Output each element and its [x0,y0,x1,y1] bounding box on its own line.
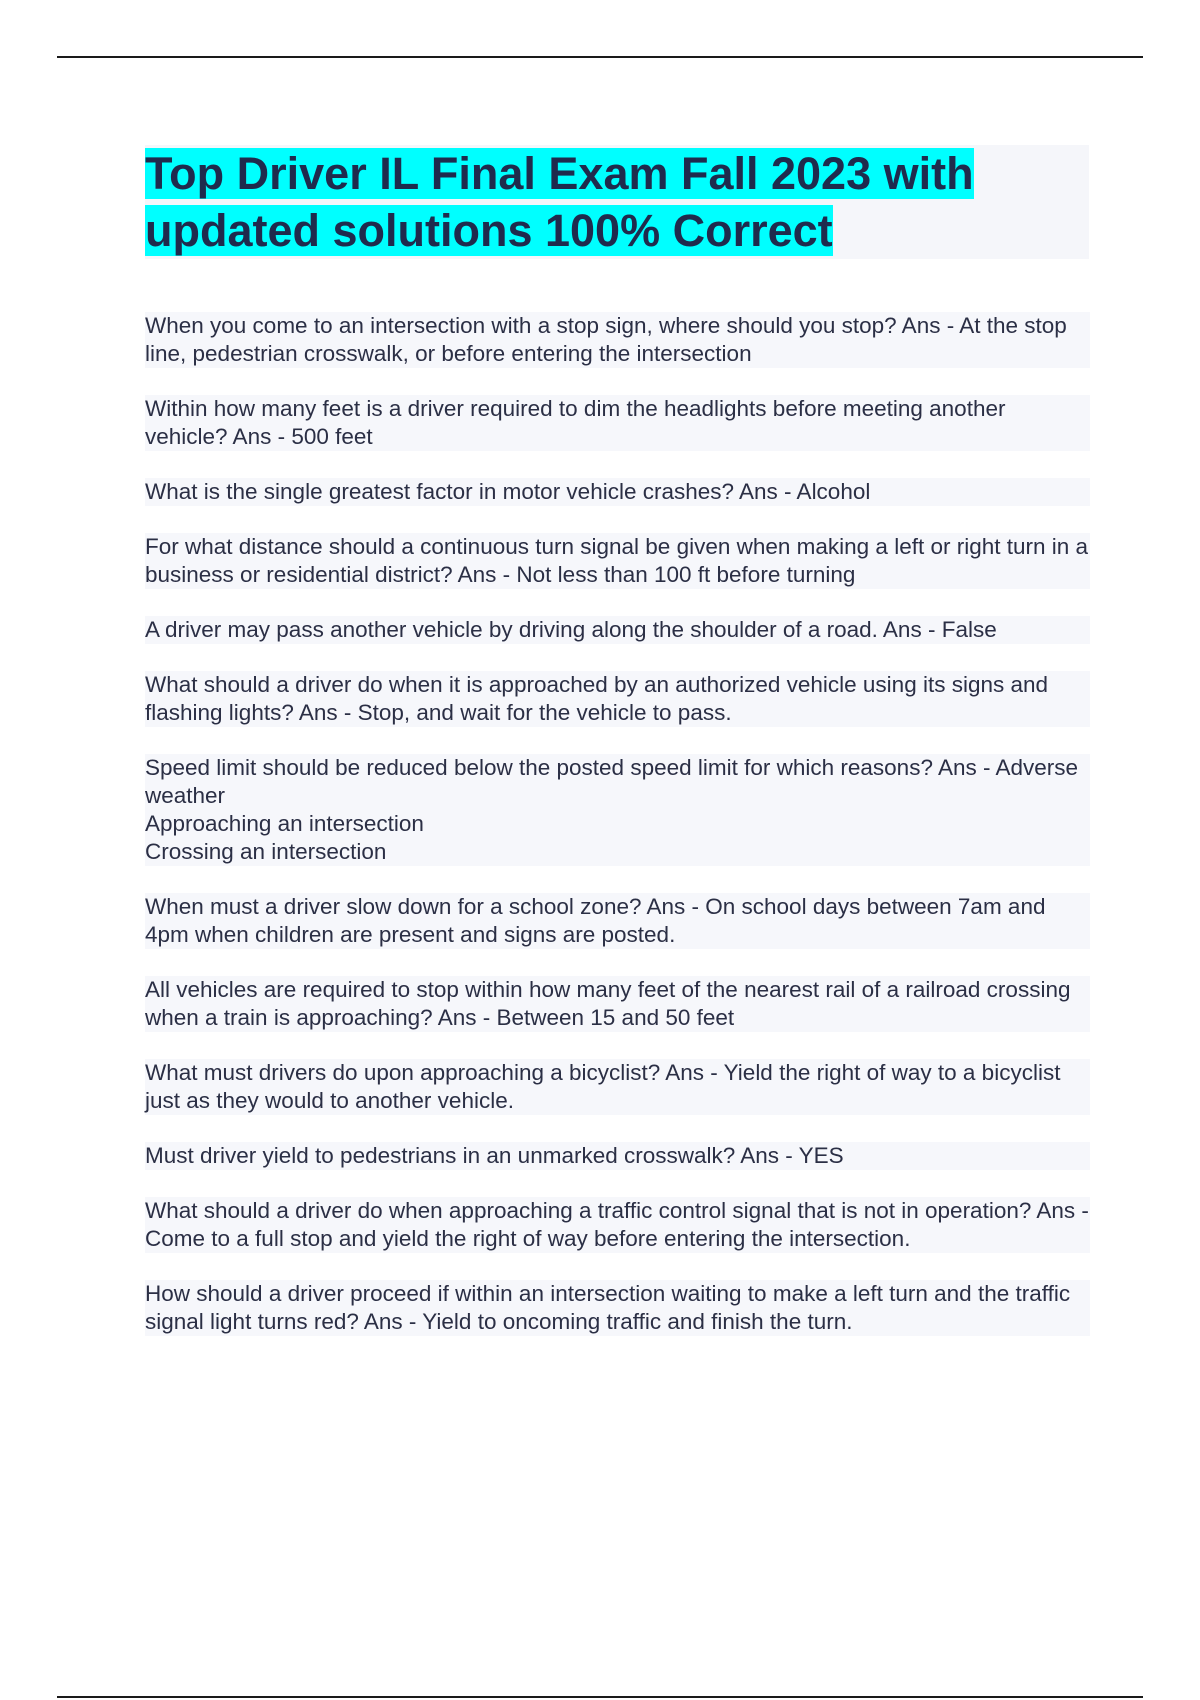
qa-item: What must drivers do upon approaching a bicyclist? Ans - Yield the right of way to a bicyclist just as they would to another vehicle. [145,1059,1090,1115]
qa-item: What is the single greatest factor in motor vehicle crashes? Ans - Alcohol [145,478,1090,506]
qa-item: For what distance should a continuous turn signal be given when making a left or right turn in a business or residential district? Ans - Not less than 100 ft before turning [145,534,1089,587]
qa-item: What should a driver do when it is approached by an authorized vehicle using its signs and flashing lights? Ans - Stop, and wait for the vehicle to pass. [145,671,1090,727]
top-rule [57,56,1143,58]
qa-item: Within how many feet is a driver required to dim the headlights before meeting another vehicle? Ans - 500 feet [145,395,1090,451]
qa-item: When must a driver slow down for a school zone? Ans - On school days between 7am and 4pm when children are present and signs are posted. [145,893,1090,949]
qa-item: A driver may pass another vehicle by driving along the shoulder of a road. Ans - False [145,616,1090,644]
qa-item: How should a driver proceed if within an intersection waiting to make a left turn and the traffic signal light turns red? Ans - Yield to oncoming traffic and finish the turn. [145,1280,1090,1336]
title-block [145,145,1089,259]
qa-item: Speed limit should be reduced below the posted speed limit for which reasons? Ans - Adverse weather Approaching an intersection Crossing an intersection [145,754,1090,866]
qa-item: What should a driver do when approaching a traffic control signal that is not in operation? Ans - Come to a full stop and yield the right of way before entering the intersection. [145,1198,1089,1251]
qa-item: All vehicles are required to stop within how many feet of the nearest rail of a railroad crossing when a train is approaching? Ans - Between 15 and 50 feet [145,976,1090,1032]
bottom-rule [57,1696,1143,1698]
qa-list [145,312,1090,1363]
page-title [145,145,1089,259]
qa-item: Must driver yield to pedestrians in an unmarked crosswalk? Ans - YES [145,1142,1090,1170]
title-highlight: Top Driver IL Final Exam Fall 2023 with updated solutions 100% Correct [145,148,974,256]
qa-item: When you come to an intersection with a stop sign, where should you stop? Ans - At the stop line, pedestrian crosswalk, or before entering the intersection [145,312,1090,368]
